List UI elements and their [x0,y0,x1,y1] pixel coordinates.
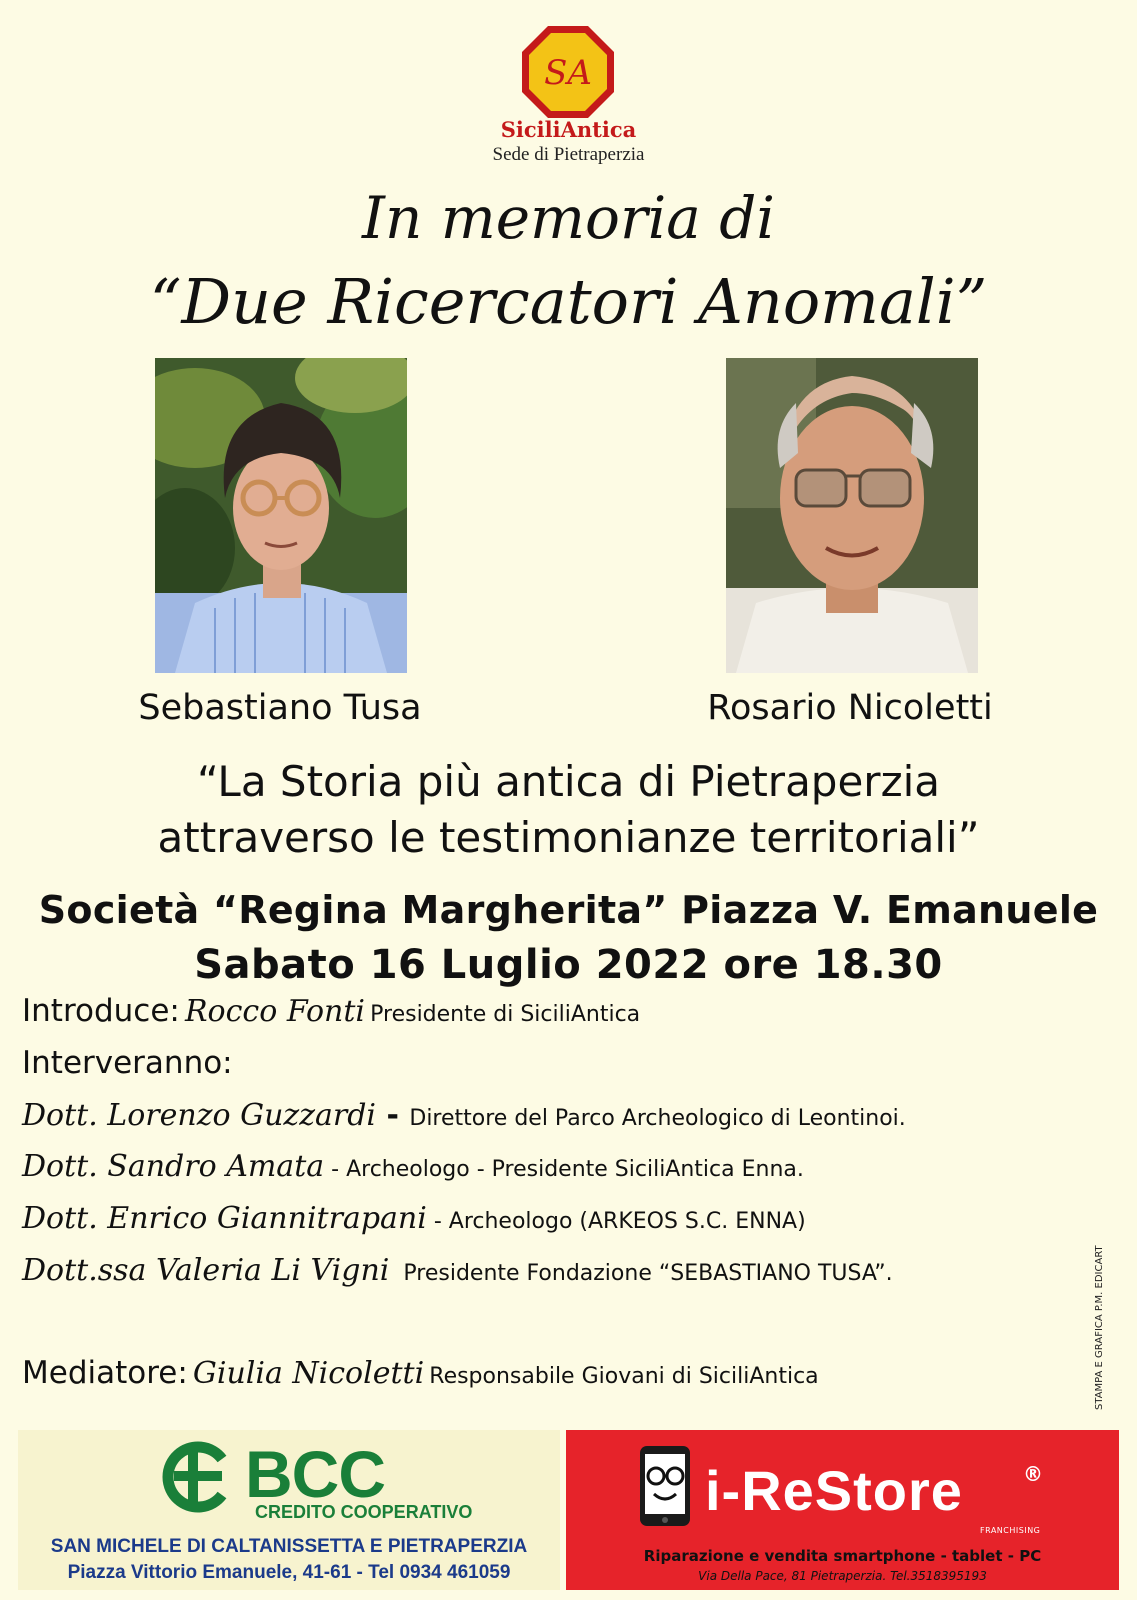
mediatore-label: Mediatore: [22,1355,188,1391]
speaker-name: Dott.ssa Valeria Li Vigni [22,1253,390,1288]
irestore-services: Riparazione e vendita smartphone - tablet - PC [643,1547,1042,1565]
interveranno-line [22,1045,233,1081]
bcc-address-line-1: SAN MICHELE DI CALTANISSETTA E PIETRAPERZIA [50,1536,528,1557]
speaker-name: Dott. Sandro Amata [22,1149,325,1184]
org-subtitle: Sede di Pietraperzia [492,144,645,165]
title-line-2: “Due Ricercatori Anomali” [149,265,988,338]
mediatore-role: Responsabile Giovani di SiciliAntica [429,1364,819,1389]
introduce-label: Introduce: [22,993,180,1029]
speaker-separator: - [376,1098,410,1133]
subtitle-line-1: “La Storia più antica di Pietraperzia [196,757,941,806]
portrait-rosario-nicoletti [726,358,978,673]
portrait-name-1: Sebastiano Tusa [138,688,422,728]
bcc-name: BCC [245,1437,385,1511]
venue: Società “Regina Margherita” Piazza V. Emanuele [38,888,1099,932]
subtitle-line-2: attraverso le testimonianze territoriali” [157,813,980,862]
event-date: Sabato 16 Luglio 2022 ore 18.30 [194,942,943,988]
interveranno-label: Interveranno: [22,1045,233,1081]
introduce-line [22,993,640,1029]
speaker-row [22,1098,906,1133]
mediatore-name: Giulia Nicoletti [192,1356,425,1391]
smartphone-icon [630,1442,700,1530]
logo-monogram: SA [544,53,592,93]
speaker-separator [389,1261,403,1286]
irestore-franchising: FRANCHISING [980,1526,1041,1535]
speaker-row [22,1253,893,1288]
print-credit: STAMPA E GRAFICA P.M. EDICART [1094,1245,1105,1410]
siciliantica-logo [520,24,616,120]
portrait-sebastiano-tusa [155,358,407,673]
speaker-separator: - [324,1157,347,1182]
introduce-name: Rocco Fonti [184,994,366,1029]
org-name: SiciliAntica [500,117,637,142]
mediatore-line [22,1355,819,1391]
speaker-role: Direttore del Parco Archeologico di Leontinoi. [409,1106,906,1131]
irestore-name: i-ReStore [705,1459,963,1522]
introduce-role: Presidente di SiciliAntica [370,1002,641,1027]
speaker-role: Archeologo (ARKEOS S.C. ENNA) [448,1209,806,1234]
bcc-logo-icon [160,1441,240,1513]
speaker-role: Archeologo - Presidente SiciliAntica Enna. [346,1157,804,1182]
speaker-role: Presidente Fondazione “SEBASTIANO TUSA”. [403,1261,893,1286]
bcc-address-line-2: Piazza Vittorio Emanuele, 41-61 - Tel 0934 461059 [67,1562,511,1583]
portrait-name-2: Rosario Nicoletti [707,688,993,728]
speaker-row [22,1201,806,1236]
speaker-name: Dott. Lorenzo Guzzardi [22,1098,377,1133]
irestore-registered-mark: ® [1023,1462,1043,1486]
bcc-subtitle: CREDITO COOPERATIVO [255,1502,473,1522]
irestore-address: Via Della Pace, 81 Pietraperzia. Tel.3518395193 [698,1569,987,1583]
speaker-row [22,1149,804,1184]
speaker-name: Dott. Enrico Giannitrapani [22,1201,427,1236]
title-line-1: In memoria di [362,184,775,252]
speaker-separator: - [426,1209,449,1234]
